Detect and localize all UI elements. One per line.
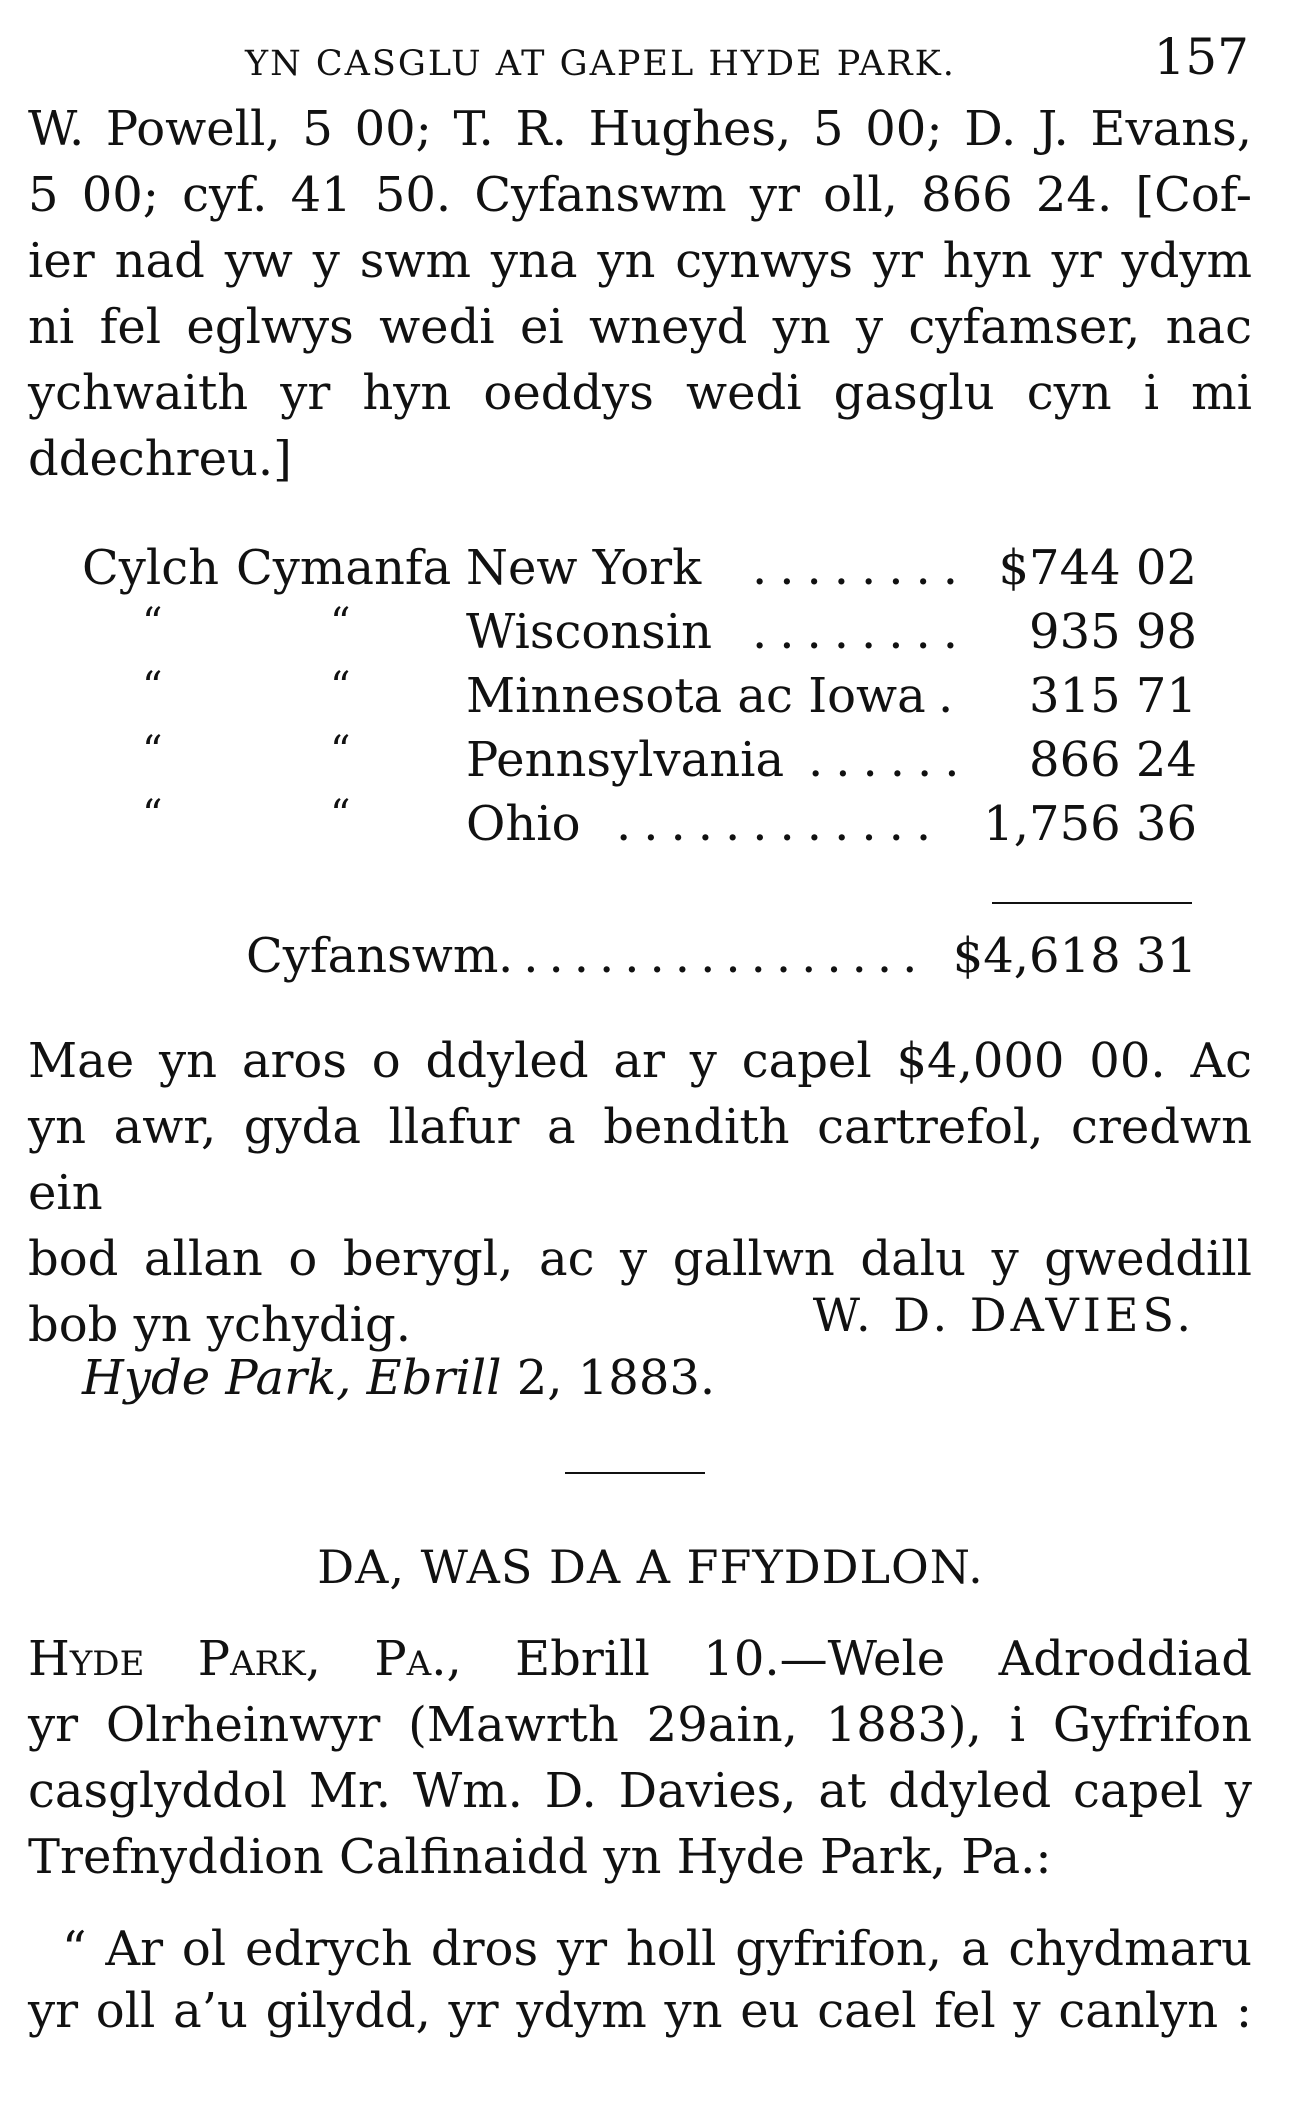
dateline-smallcaps: yde <box>69 1631 145 1687</box>
place-date <box>82 1350 715 1406</box>
place: Hyde Park, Ebrill <box>82 1350 502 1406</box>
dateline-smallcaps: a <box>406 1631 432 1687</box>
intro-paragraph <box>28 96 1252 492</box>
state-name: Pennsylvania <box>466 732 785 788</box>
dateline-letter: P <box>197 1631 231 1687</box>
ledger-total-row <box>0 928 1301 992</box>
ditto-mark: “ <box>330 600 351 646</box>
text-line: yr oll a’u gilydd, yr ydym yn eu cael fel y canlyn : <box>28 1983 1252 2039</box>
page-number: 157 <box>1153 28 1249 86</box>
ledger-row <box>0 600 1301 668</box>
state-name: Wisconsin <box>466 604 713 660</box>
dateline-letter: P <box>374 1631 407 1687</box>
ledger-row <box>0 664 1301 732</box>
amount: $744 02 <box>998 540 1197 596</box>
quote-paragraph <box>28 1918 1252 2042</box>
section-heading: DA, WAS DA A FFYDDLON. <box>317 1540 984 1594</box>
total-label: Cyfanswm <box>246 928 499 984</box>
running-head <box>30 28 1249 88</box>
text-line: Trefnyddion Calfinaidd yn Hyde Park, Pa.: <box>28 1829 1052 1885</box>
dot-leaders: . <box>938 668 966 724</box>
text-line: bob yn ychydig. <box>28 1297 411 1353</box>
dot-leaders: ............ <box>616 796 944 852</box>
total-amount: $4,618 31 <box>952 928 1197 984</box>
dateline-letter: H <box>28 1631 70 1687</box>
ditto-mark: “ <box>330 664 351 710</box>
text-line: 5 00; cyf. 41 50. Cyfanswm yr oll, 866 24. [Cof- <box>28 167 1252 223</box>
section-divider <box>565 1472 705 1474</box>
text-line: ni fel eglwys wedi ei wneyd yn y cyfamser, nac <box>28 299 1252 355</box>
text-line: Mae yn aros o ddyled ar y capel $4,000 00. Ac <box>28 1033 1252 1089</box>
amount: 1,756 36 <box>983 796 1197 852</box>
text-line: ier nad yw y swm yna yn cynwys yr hyn yr ydym <box>28 233 1252 289</box>
ditto-mark: “ <box>142 600 163 646</box>
ledger-row <box>0 792 1301 860</box>
ditto-mark: “ <box>330 792 351 838</box>
state-name: Ohio <box>466 796 581 852</box>
dot-leaders: ................. <box>498 928 928 984</box>
total-rule <box>992 902 1192 904</box>
dot-leaders: ........ <box>752 604 971 660</box>
text-line: casglyddol Mr. Wm. D. Davies, at ddyled capel y <box>28 1763 1252 1819</box>
state-name: New York <box>466 540 702 596</box>
ditto-mark: “ <box>142 664 163 710</box>
text-line: bod allan o berygl, ac y gallwn dalu y gweddill <box>28 1231 1252 1287</box>
section-paragraph <box>28 1626 1252 1890</box>
ledger-row <box>0 728 1301 796</box>
dateline-line <box>28 1626 1252 1692</box>
ditto-mark: “ <box>142 728 163 774</box>
dateline-place: Hyde Park, Pa., <box>28 1631 462 1687</box>
amount: 315 71 <box>1029 668 1197 724</box>
running-title: YN CASGLU AT GAPEL HYDE PARK. <box>245 44 956 84</box>
ditto-mark: “ <box>330 728 351 774</box>
ditto-mark: “ <box>142 792 163 838</box>
text-line: “ Ar ol edrych dros yr holl gyfrifon, a chydmaru <box>62 1921 1252 1977</box>
date: 2, 1883. <box>516 1350 716 1406</box>
signature: W. D. DAVIES. <box>812 1288 1195 1342</box>
text-line: ychwaith yr hyn oeddys wedi gasglu cyn i mi <box>28 365 1252 421</box>
dot-leaders: ........ <box>752 540 971 596</box>
dot-leaders: ...... <box>808 732 972 788</box>
label-cymanfa: Cymanfa <box>236 540 452 596</box>
text-line: yn awr, gyda llafur a bendith cartrefol, credwn ein <box>28 1099 1252 1221</box>
amount: 866 24 <box>1029 732 1197 788</box>
text-line: ddechreu.] <box>28 431 292 487</box>
text-line: W. Powell, 5 00; T. R. Hughes, 5 00; D. J. Evans, <box>28 101 1252 157</box>
ledger-row <box>0 540 1301 604</box>
label-cylch: Cylch <box>82 540 219 596</box>
dateline-smallcaps: ark <box>230 1631 306 1687</box>
amount: 935 98 <box>1029 604 1197 660</box>
state-name: Minnesota ac Iowa <box>466 668 926 724</box>
text-line: yr Olrheinwyr (Mawrth 29ain, 1883), i Gyfrifon <box>28 1697 1252 1753</box>
dateline-rest: Ebrill 10.—Wele Adroddiad <box>515 1631 1252 1687</box>
